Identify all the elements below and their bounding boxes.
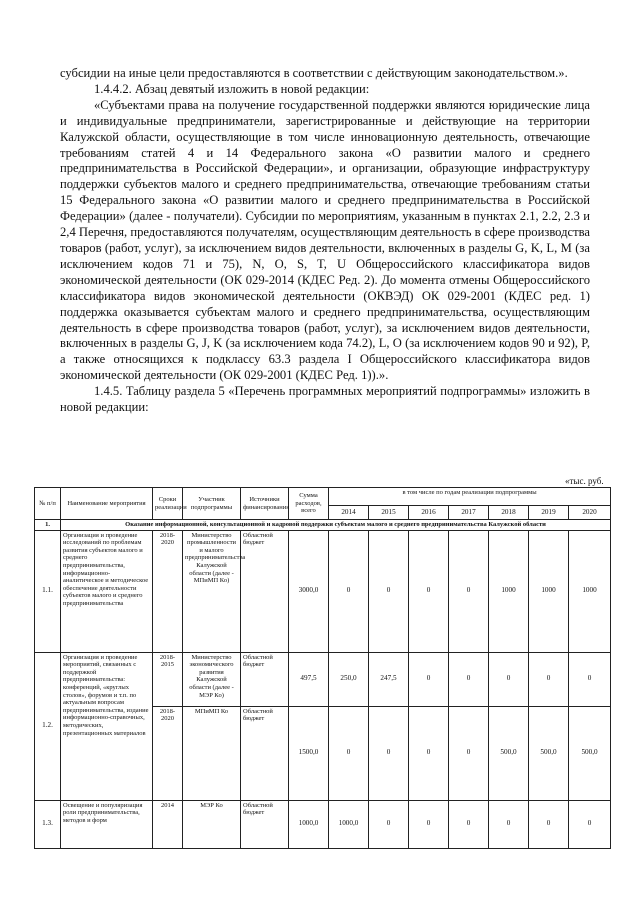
row-year-value: 0	[369, 706, 409, 800]
row-year-value: 0	[489, 652, 529, 706]
section-num: 1.	[35, 520, 61, 531]
row-year-value: 0	[409, 800, 449, 848]
row-num: 1.1.	[35, 530, 61, 652]
paragraph-4: 1.4.5. Таблицу раздела 5 «Перечень программных мероприятий подпрограммы» изложить в новой редакции:	[60, 384, 590, 415]
header-year: 2020	[569, 506, 611, 520]
row-year-value: 0	[529, 800, 569, 848]
table-row	[35, 800, 611, 848]
paragraph-1: субсидии на иные цели предоставляются в соответствии с действующим законодательством.».	[60, 66, 568, 80]
row-year-value: 0	[329, 530, 369, 652]
row-year-value: 0	[569, 800, 611, 848]
header-year: 2016	[409, 506, 449, 520]
row-year-value: 0	[449, 530, 489, 652]
row-source: Областной бюджет	[241, 530, 289, 652]
row-year-value: 0	[449, 652, 489, 706]
row-source: Областной бюджет	[241, 652, 289, 706]
row-source: Областной бюджет	[241, 706, 289, 800]
section-title: Оказание информационной, консультационной и кадровой поддержки субъектам малого и среднего предпринимательства Калужской области	[61, 520, 611, 531]
header-year: 2015	[369, 506, 409, 520]
row-num: 1.2.	[35, 652, 61, 800]
program-measures-table	[34, 487, 611, 849]
row-source: Областной бюджет	[241, 800, 289, 848]
row-participant: Министерство промышленности и малого предпринимательства Калужской области (далее - МПиМП Ко)	[183, 530, 241, 652]
table-row	[35, 652, 611, 706]
row-year-value: 500,0	[489, 706, 529, 800]
header-num: № п/п	[35, 488, 61, 520]
row-participant: МЭР Ко	[183, 800, 241, 848]
row-year-value: 500,0	[569, 706, 611, 800]
row-sum: 3000,0	[289, 530, 329, 652]
row-sum: 1500,0	[289, 706, 329, 800]
section-row	[35, 520, 611, 531]
row-num: 1.3.	[35, 800, 61, 848]
header-name: Наименование мероприятия	[61, 488, 153, 520]
header-sum: Сумма расходов, всего	[289, 488, 329, 520]
table-row	[35, 530, 611, 652]
row-participant: МПиМП Ко	[183, 706, 241, 800]
row-year-value: 0	[449, 706, 489, 800]
header-year: 2019	[529, 506, 569, 520]
header-source: Источники финансирования	[241, 488, 289, 520]
paragraph-3: «Субъектами права на получение государственной поддержки являются юридические лица и индивидуальные предприниматели, зарегистрированные и действующие на территории Калужской области, осуществляющие в том числе инновационную деятельность, отвечающие требованиям статей 4 и 14 Федерального закона «О развитии малого и среднего предпринимательства в Российской Федерации», и организации, образующие инфраструктуру поддержки субъектов малого и среднего предпринимательства, отвечающие требованиям статьи 15 Федерального закона «О развитии малого и среднего предпринимательства в Российской Федерации» (далее - получатели). Субсидии по мероприятиям, указанным в пунктах 2.1, 2.2, 2.3 и 2,4 Перечня, предоставляются получателям, осуществляющим деятельность в сфере производства товаров (работ, услуг), за исключением видов деятельности, включенных в разделы G, K, L, M (за исключением кодов 71 и 75), N, O, S, T, U Общероссийского классификатора видов экономической деятельности (ОК 029-2014 (КДЕС Ред. 2). До момента отмены Общероссийского классификатора видов экономической деятельности (ОКВЭД) ОК 029-2001 (КДЕС ред. 1) поддержка оказывается субъектам малого и среднего предпринимательства, осуществляющим деятельность в сфере производства товаров (работ, услуг), за исключением видов деятельности, включенных в разделы G, J, K (за исключением кода 74.2), L, O (за исключением кодов 90 и 92), P, а также относящихся к подклассу 63.3 раздела I Общероссийского классификатора видов экономической деятельности (ОК 029-2001 (КДЕС Ред. 1)).».	[60, 97, 590, 383]
paragraph-2: 1.4.4.2. Абзац девятый изложить в новой редакции:	[94, 81, 370, 96]
row-name: Организация и проведение исследований по проблемам развития субъектов малого и среднего предпринимательства, информационно-аналитическое и методическое обеспечение деятельности субъектов малого и среднего предпринимательства	[61, 530, 153, 652]
row-term: 2014	[153, 800, 183, 848]
row-year-value: 1000	[529, 530, 569, 652]
row-year-value: 0	[409, 706, 449, 800]
header-term: Сроки реализации	[153, 488, 183, 520]
row-sum: 1000,0	[289, 800, 329, 848]
header-year: 2017	[449, 506, 489, 520]
row-participant: Министерство экономического развития Калужской области (далее - МЭР Ко)	[183, 652, 241, 706]
row-name: Организация и проведение мероприятий, связанных с поддержкой предпринимательства: конференций, «круглых столов», форумов и т.п. по актуальным вопросам предпринимательства, издание информационно-справочных, методических, презентационных материалов	[61, 652, 153, 800]
row-year-value: 500,0	[529, 706, 569, 800]
row-year-value: 0	[569, 652, 611, 706]
header-participant: Участник подпрограммы	[183, 488, 241, 520]
document-body	[60, 66, 590, 416]
row-year-value: 1000	[489, 530, 529, 652]
row-year-value: 0	[409, 530, 449, 652]
row-year-value: 1000	[569, 530, 611, 652]
row-year-value: 0	[529, 652, 569, 706]
header-row-1	[35, 488, 611, 506]
row-year-value: 0	[369, 530, 409, 652]
header-year: 2018	[489, 506, 529, 520]
row-year-value: 1000,0	[329, 800, 369, 848]
header-years-group: в том числе по годам реализации подпрограммы	[329, 488, 611, 506]
row-sum: 497,5	[289, 652, 329, 706]
units-label: «тыс. руб.	[565, 476, 604, 486]
row-year-value: 0	[369, 800, 409, 848]
row-term: 2018-2020	[153, 706, 183, 800]
row-year-value: 250,0	[329, 652, 369, 706]
header-year: 2014	[329, 506, 369, 520]
row-year-value: 0	[409, 652, 449, 706]
row-term: 2018-2020	[153, 530, 183, 652]
row-year-value: 0	[329, 706, 369, 800]
row-term: 2018-2015	[153, 652, 183, 706]
row-name: Освещение и популяризация роли предпринимательства, методов и форм	[61, 800, 153, 848]
row-year-value: 0	[449, 800, 489, 848]
row-year-value: 247,5	[369, 652, 409, 706]
row-year-value: 0	[489, 800, 529, 848]
